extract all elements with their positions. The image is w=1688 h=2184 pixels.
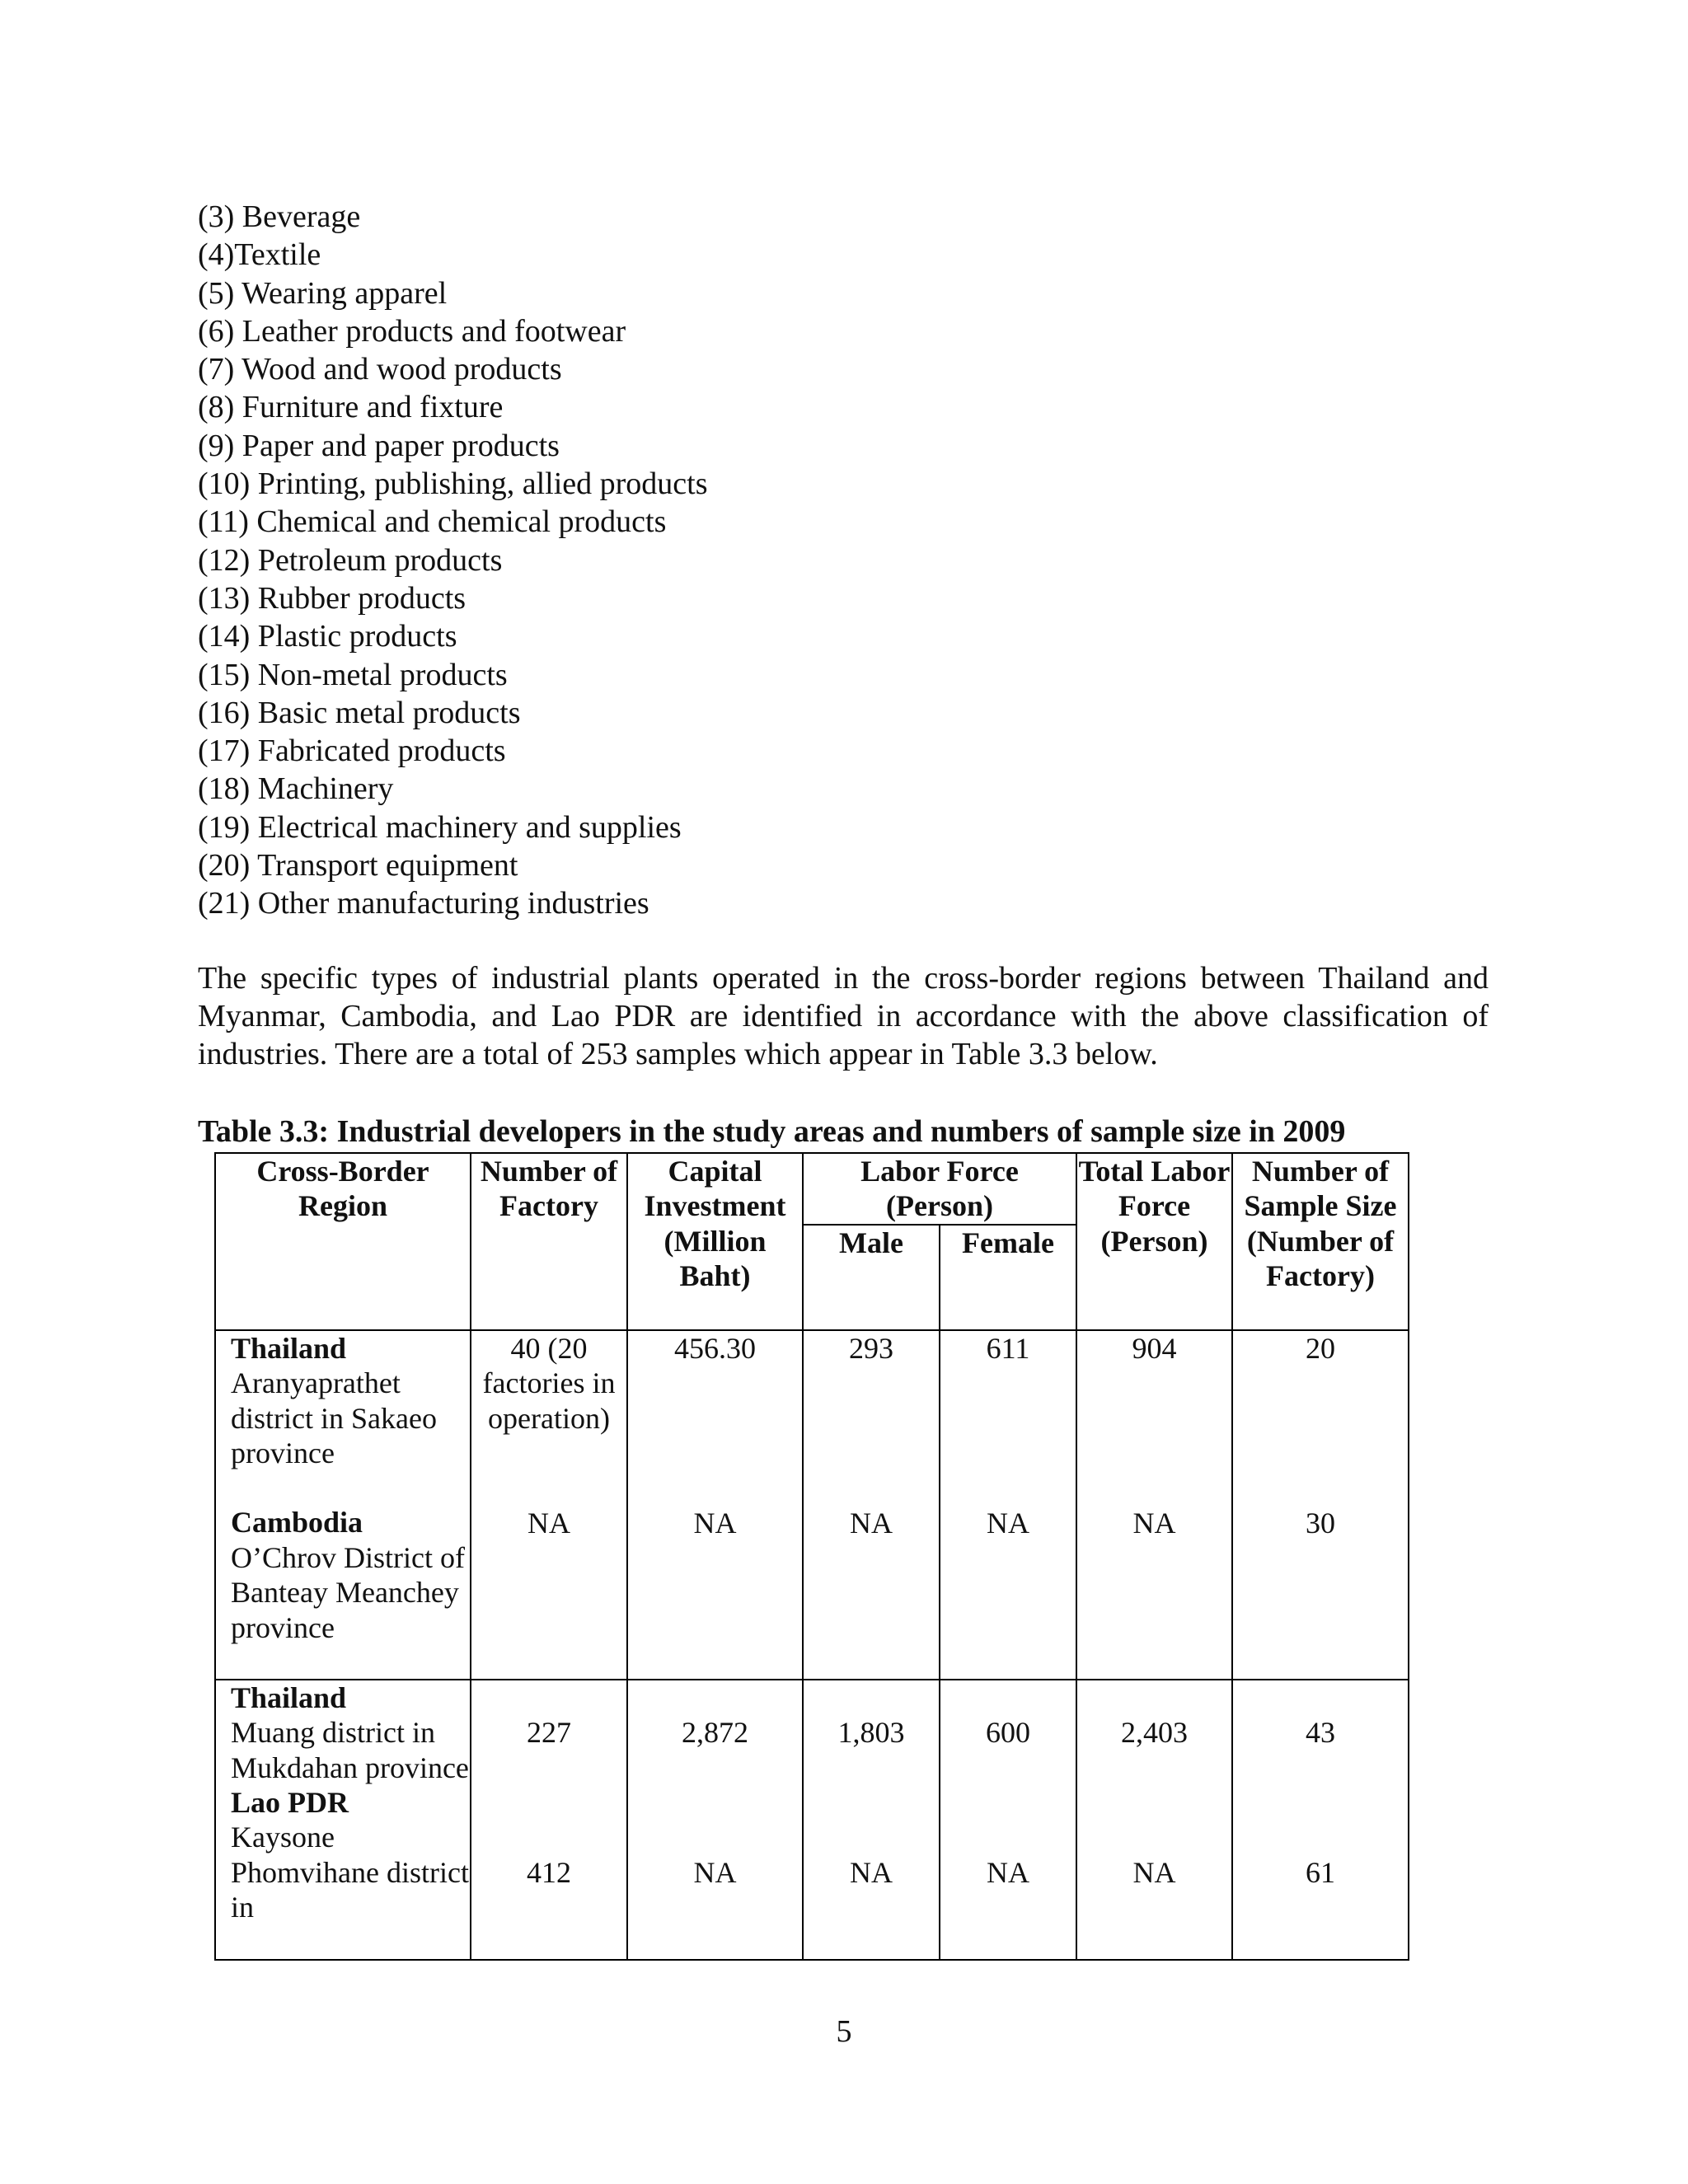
- capital-value: 456.30: [674, 1331, 756, 1365]
- sample-cell: [1232, 1680, 1409, 1960]
- list-item: (3) Beverage: [198, 199, 361, 234]
- header-sample-size: Number of Sample Size (Number of Factory): [1232, 1153, 1409, 1330]
- list-item: (15) Non-metal products: [198, 657, 508, 692]
- region-area: Muang district in Mukdahan province: [231, 1716, 469, 1784]
- header-total-labor: Total Labor Force (Person): [1076, 1153, 1232, 1330]
- industrial-developers-table: [214, 1152, 1409, 1961]
- sample-value: 61: [1306, 1855, 1335, 1889]
- female-cell: [940, 1330, 1076, 1680]
- total-cell: [1076, 1330, 1232, 1680]
- factories-value: 40 (20 factories in operation): [482, 1331, 616, 1435]
- female-value: 600: [986, 1715, 1030, 1749]
- region-country: Cambodia: [231, 1506, 363, 1540]
- total-value: NA: [1132, 1855, 1176, 1889]
- list-item: (20) Transport equipment: [198, 848, 518, 883]
- total-value: 904: [1132, 1331, 1177, 1365]
- header-female: Female: [940, 1225, 1076, 1330]
- capital-cell: [627, 1680, 803, 1960]
- factories-cell: [471, 1330, 627, 1680]
- total-value: 2,403: [1121, 1715, 1188, 1749]
- factories-value: 227: [527, 1715, 571, 1749]
- page-number: 5: [836, 2014, 852, 2049]
- list-item: (19) Electrical machinery and supplies: [198, 809, 682, 845]
- list-item: (10) Printing, publishing, allied products: [198, 466, 708, 502]
- factories-cell: [471, 1680, 627, 1960]
- list-item: (7) Wood and wood products: [198, 352, 562, 387]
- region-country: Lao PDR: [231, 1786, 349, 1820]
- region-country: Thailand: [231, 1331, 347, 1365]
- industry-classification-list: [198, 198, 708, 923]
- header-region: Cross-Border Region: [215, 1153, 471, 1330]
- list-item: (6) Leather products and footwear: [198, 313, 626, 349]
- list-item: (5) Wearing apparel: [198, 275, 448, 311]
- total-value: NA: [1132, 1506, 1176, 1540]
- capital-cell: [627, 1330, 803, 1680]
- list-item: (11) Chemical and chemical products: [198, 504, 667, 540]
- region-area: Aranyaprathet district in Sakaeo province: [231, 1366, 437, 1470]
- region-area: Kaysone Phomvihane district in: [231, 1821, 469, 1924]
- male-cell: [803, 1680, 940, 1960]
- list-item: (17) Fabricated products: [198, 733, 506, 769]
- region-cell: [215, 1330, 471, 1680]
- male-value: NA: [850, 1855, 893, 1889]
- header-capital: Capital Investment (Million Baht): [627, 1153, 803, 1330]
- header-factories: Number of Factory: [471, 1153, 627, 1330]
- sample-value: 30: [1306, 1506, 1335, 1540]
- list-item: (12) Petroleum products: [198, 542, 503, 578]
- region-cell: [215, 1680, 471, 1960]
- capital-value: 2,872: [682, 1715, 748, 1749]
- male-cell: [803, 1330, 940, 1680]
- total-cell: [1076, 1680, 1232, 1960]
- region-country: Thailand: [231, 1680, 347, 1714]
- factories-value: 412: [527, 1855, 571, 1889]
- sample-cell: [1232, 1330, 1409, 1680]
- list-item: (9) Paper and paper products: [198, 428, 560, 463]
- male-value: 1,803: [837, 1715, 905, 1749]
- list-item: (18) Machinery: [198, 771, 394, 807]
- female-value: NA: [987, 1506, 1029, 1540]
- sample-value: 43: [1306, 1715, 1335, 1749]
- table-caption: Table 3.3: Industrial developers in the study areas and numbers of sample size in 2009: [198, 1114, 1346, 1149]
- list-item: (14) Plastic products: [198, 619, 457, 654]
- female-value: 611: [986, 1331, 1030, 1365]
- list-item: (21) Other manufacturing industries: [198, 886, 649, 921]
- header-labor-force: Labor Force (Person): [803, 1153, 1076, 1225]
- female-cell: [940, 1680, 1076, 1960]
- list-item: (13) Rubber products: [198, 580, 467, 616]
- body-paragraph: The specific types of industrial plants operated in the cross-border regions between Thailand and Myanmar, Cambodia, and Lao PDR are identified in accordance with the above classification of industries. There are a total of 253 samples which appear in Table 3.3 below.: [198, 961, 1489, 1071]
- capital-value: NA: [693, 1855, 737, 1889]
- capital-value: NA: [693, 1506, 737, 1540]
- table-row: [215, 1680, 1409, 1960]
- male-value: NA: [850, 1506, 893, 1540]
- sample-value: 20: [1306, 1331, 1335, 1365]
- female-value: NA: [987, 1855, 1029, 1889]
- list-item: (4)Textile: [198, 237, 321, 273]
- header-male: Male: [803, 1225, 940, 1330]
- region-area: O’Chrov District of Banteay Meanchey province: [231, 1540, 465, 1644]
- male-value: 293: [849, 1331, 893, 1365]
- factories-value: NA: [528, 1506, 570, 1540]
- list-item: (8) Furniture and fixture: [198, 390, 504, 425]
- list-item: (16) Basic metal products: [198, 695, 521, 730]
- table-row: [215, 1330, 1409, 1680]
